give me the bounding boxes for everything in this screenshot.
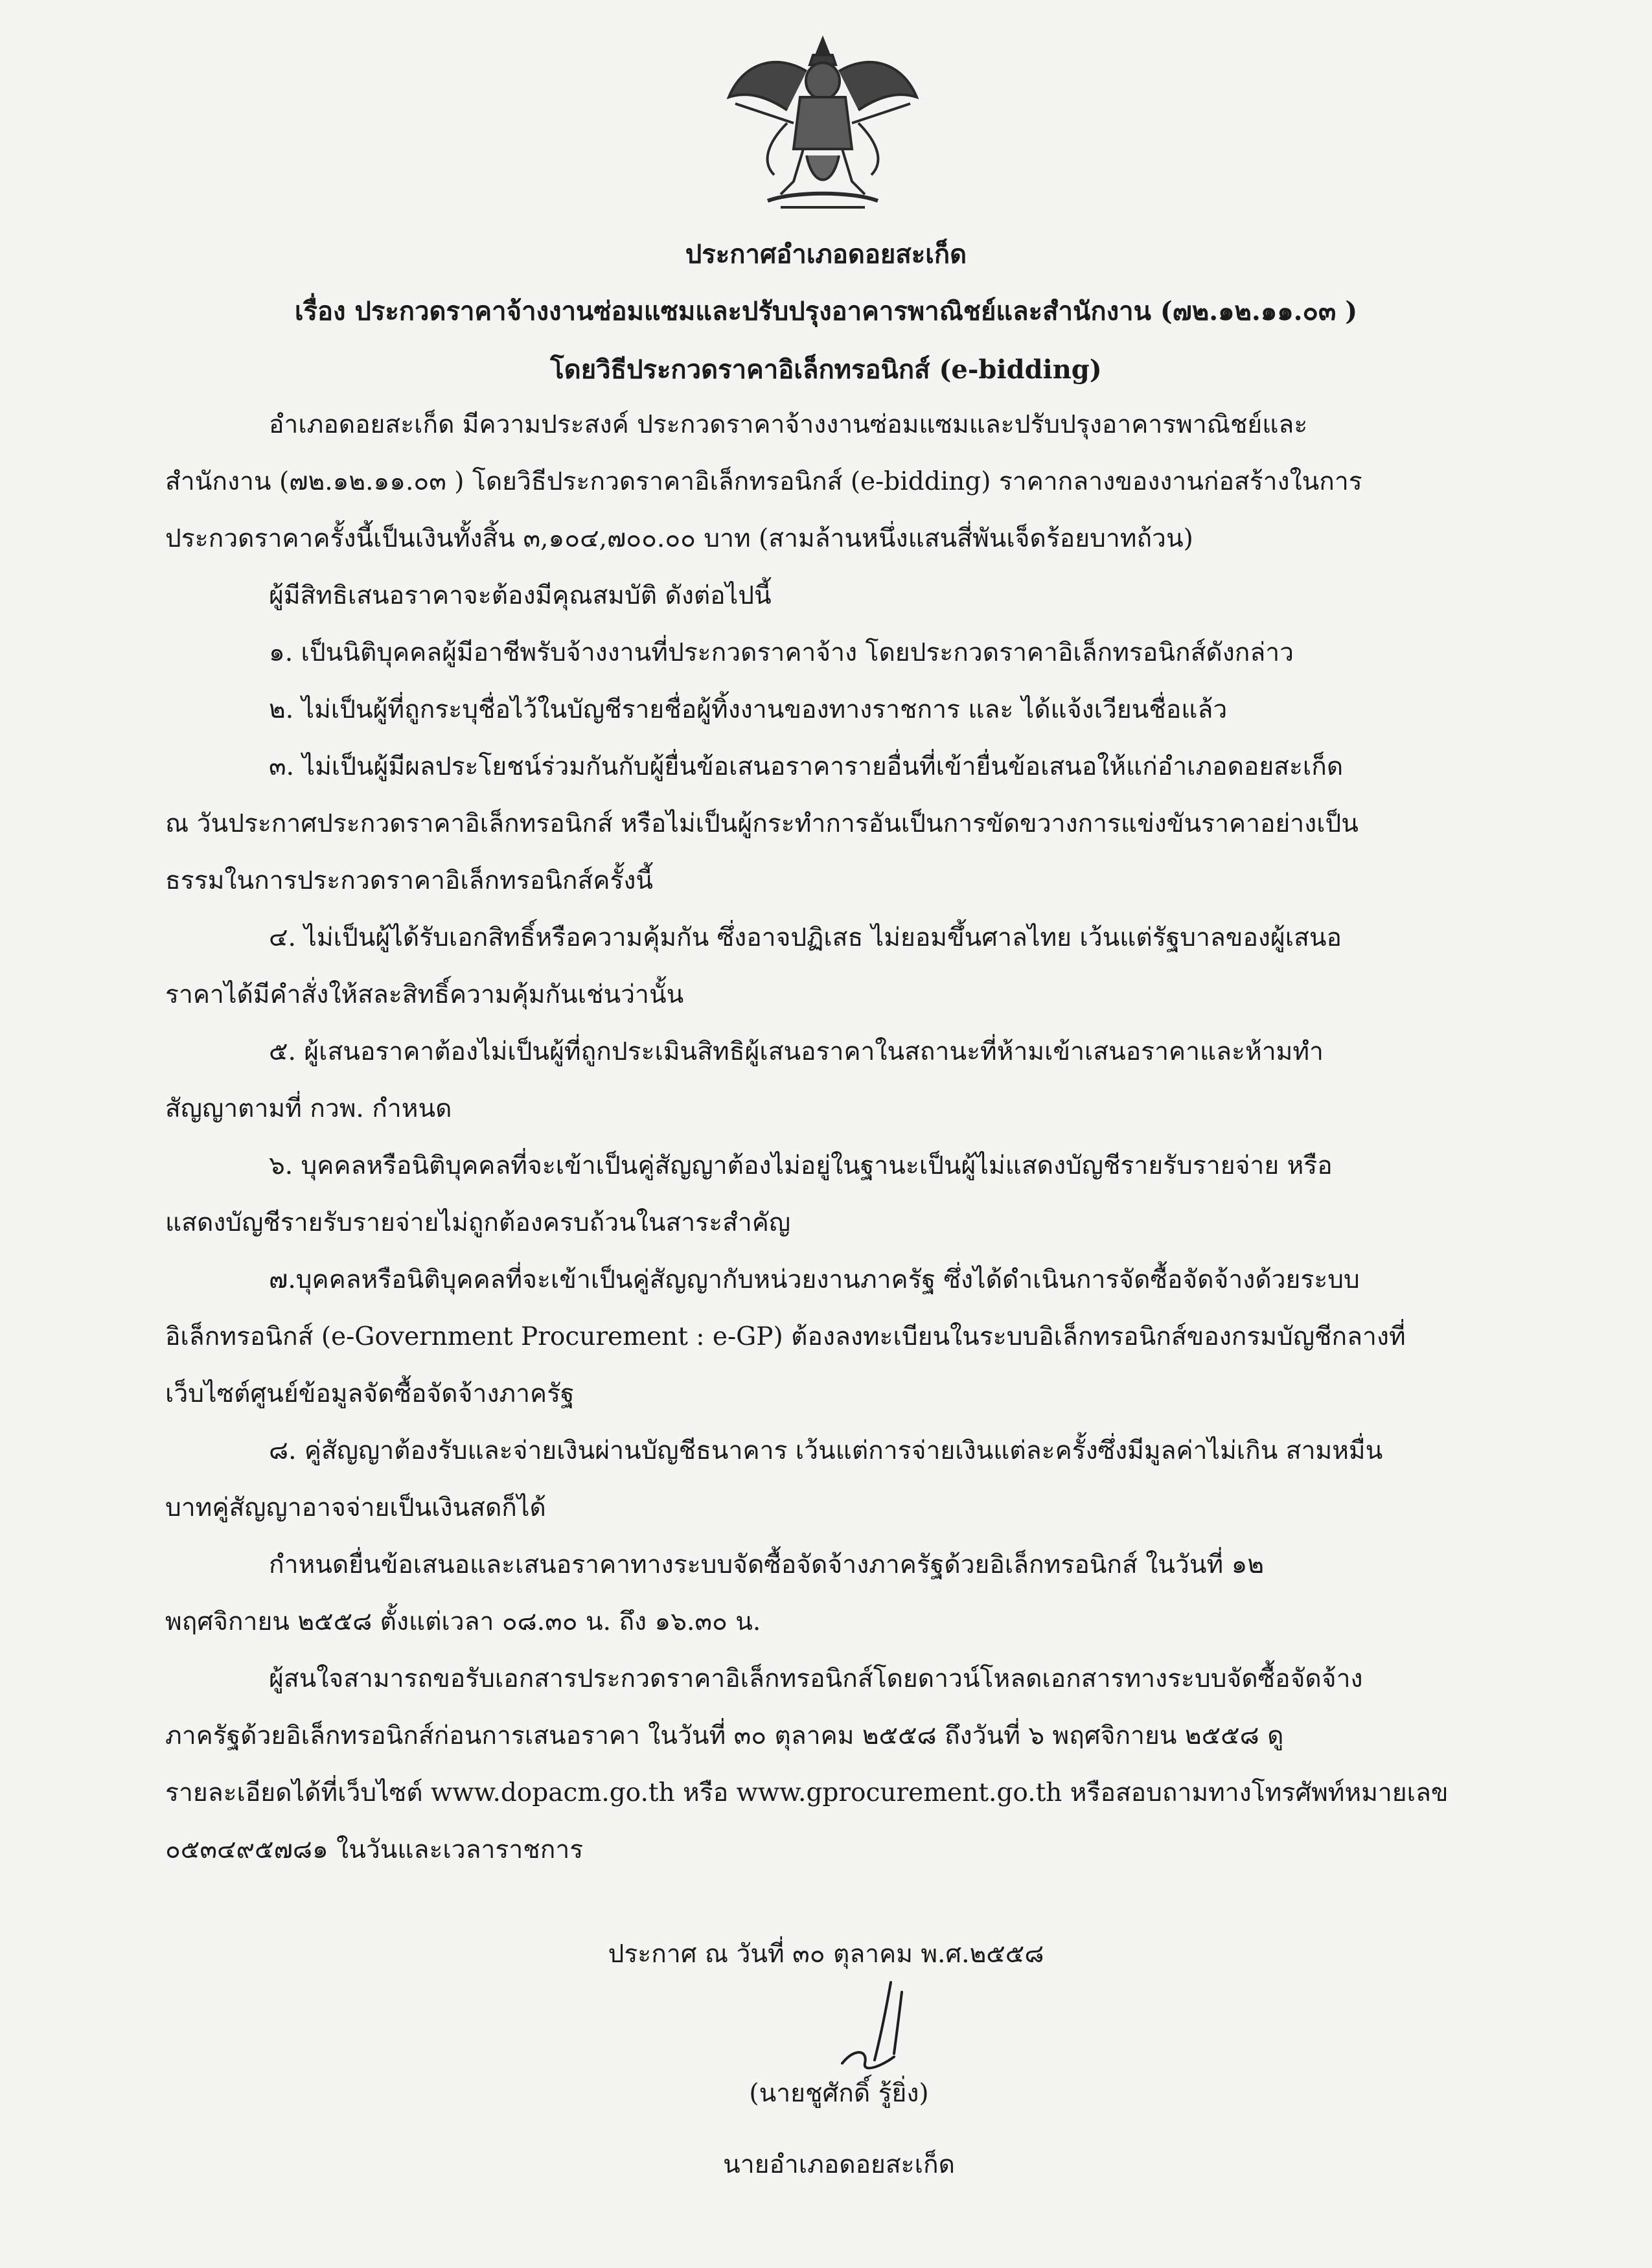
qualification-7-line-2: อิเล็กทรอนิกส์ (e-Government Procurement : e-GP) ต้องลงทะเบียนในระบบอิเล็กทรอนิกส์ของกรมบัญชีกลางที่	[165, 1322, 1406, 1351]
qualification-8-line-2: บาทคู่สัญญาอาจจ่ายเป็นเงินสดก็ได้	[165, 1493, 546, 1522]
qualification-1: ๑. เป็นนิติบุคคลผู้มีอาชีพรับจ้างงานที่ประกวดราคาจ้าง โดยประกวดราคาอิเล็กทรอนิกส์ดังกล่าว	[269, 638, 1294, 667]
qualification-3-line-2: ณ วันประกาศประกวดราคาอิเล็กทรอนิกส์ หรือไม่เป็นผู้กระทำการอันเป็นการขัดขวางการแข่งขันราคาอย่างเป็น	[165, 809, 1359, 838]
deadline-line-2: พฤศจิกายน ๒๕๕๘ ตั้งแต่เวลา ๐๘.๓๐ น. ถึง ๑๖.๓๐ น.	[165, 1607, 761, 1636]
announce-date: ประกาศ ณ วันที่ ๓๐ ตุลาคม พ.ศ.๒๕๕๘	[608, 1940, 1044, 1969]
qualification-7-line-3: เว็บไซต์ศูนย์ข้อมูลจัดซื้อจัดจ้างภาครัฐ	[165, 1379, 575, 1408]
qualification-intro: ผู้มีสิทธิเสนอราคาจะต้องมีคุณสมบัติ ดังต่อไปนี้	[269, 581, 772, 610]
qualification-4-line-2: ราคาได้มีคำสั่งให้สละสิทธิ์ความคุ้มกันเช่นว่านั้น	[165, 980, 684, 1009]
qualification-4-line-1: ๔. ไม่เป็นผู้ได้รับเอกสิทธิ์หรือความคุ้มกัน ซึ่งอาจปฏิเสธ ไม่ยอมขึ้นศาลไทย เว้นแต่รัฐบาลของผู้เสนอ	[269, 923, 1342, 952]
signer-name: (นายชูศักดิ์ รู้ยิ่ง)	[749, 2079, 929, 2108]
subject-line-1: เรื่อง ประกวดราคาจ้างงานซ่อมแซมและปรับปรุงอาคารพาณิชย์และสำนักงาน (๗๒.๑๒.๑๑.๐๓ )	[294, 296, 1358, 326]
signer-title: นายอำเภอดอยสะเก็ด	[723, 2150, 955, 2179]
qualification-5-line-2: สัญญาตามที่ กวพ. กำหนด	[165, 1094, 452, 1123]
qualification-6-line-1: ๖. บุคคลหรือนิติบุคคลที่จะเข้าเป็นคู่สัญญาต้องไม่อยู่ในฐานะเป็นผู้ไม่แสดงบัญชีรายรับรายจ่าย หรือ	[269, 1151, 1333, 1180]
subject-line-2: โดยวิธีประกวดราคาอิเล็กทรอนิกส์ (e-bidding)	[550, 354, 1102, 385]
documents-line-1: ผู้สนใจสามารถขอรับเอกสารประกวดราคาอิเล็กทรอนิกส์โดยดาวน์โหลดเอกสารทางระบบจัดซื้อจัดจ้าง	[269, 1664, 1363, 1693]
qualification-3-line-1: ๓. ไม่เป็นผู้มีผลประโยชน์ร่วมกันกับผู้ยื่นข้อเสนอราคารายอื่นที่เข้ายื่นข้อเสนอให้แก่อำเภอดอยสะเก็ด	[269, 752, 1344, 781]
qualification-7-line-1: ๗.บุคคลหรือนิติบุคคลที่จะเข้าเป็นคู่สัญญากับหน่วยงานภาครัฐ ซึ่งได้ดำเนินการจัดซื้อจัดจ้างด้วยระบบ	[269, 1265, 1360, 1294]
documents-line-2: ภาครัฐด้วยอิเล็กทรอนิกส์ก่อนการเสนอราคา ในวันที่ ๓๐ ตุลาคม ๒๕๕๘ ถึงวันที่ ๖ พฤศจิกายน ๒๕๕๘ ดู	[165, 1721, 1284, 1750]
intro-line-2: สำนักงาน (๗๒.๑๒.๑๑.๐๓ ) โดยวิธีประกวดราคาอิเล็กทรอนิกส์ (e-bidding) ราคากลางของงานก่อสร้างในการ	[165, 467, 1362, 496]
qualification-6-line-2: แสดงบัญชีรายรับรายจ่ายไม่ถูกต้องครบถ้วนในสาระสำคัญ	[165, 1208, 791, 1237]
documents-line-3: รายละเอียดได้ที่เว็บไซต์ www.dopacm.go.th หรือ www.gprocurement.go.th หรือสอบถามทางโทรศัพท์หมายเลข	[165, 1778, 1449, 1807]
qualification-5-line-1: ๕. ผู้เสนอราคาต้องไม่เป็นผู้ที่ถูกประเมินสิทธิผู้เสนอราคาในสถานะที่ห้ามเข้าเสนอราคาและห้ามทำ	[269, 1037, 1324, 1066]
intro-line-1: อำเภอดอยสะเก็ด มีความประสงค์ ประกวดราคาจ้างงานซ่อมแซมและปรับปรุงอาคารพาณิชย์และ	[269, 410, 1308, 439]
qualification-8-line-1: ๘. คู่สัญญาต้องรับและจ่ายเงินผ่านบัญชีธนาคาร เว้นแต่การจ่ายเงินแต่ละครั้งซึ่งมีมูลค่าไม่เกิน สามหมื่น	[269, 1436, 1383, 1465]
garuda-emblem-icon	[716, 26, 930, 220]
intro-line-3: ประกวดราคาครั้งนี้เป็นเงินทั้งสิ้น ๓,๑๐๔,๗๐๐.๐๐ บาท (สามล้านหนึ่งแสนสี่พันเจ็ดร้อยบาทถ้วน)	[165, 524, 1193, 553]
deadline-line-1: กำหนดยื่นข้อเสนอและเสนอราคาทางระบบจัดซื้อจัดจ้างภาครัฐด้วยอิเล็กทรอนิกส์ ในวันที่ ๑๒	[269, 1550, 1265, 1579]
document-title: ประกาศอำเภอดอยสะเก็ด	[685, 239, 967, 269]
documents-line-4: ๐๕๓๔๙๕๗๘๑ ในวันและเวลาราชการ	[165, 1835, 584, 1864]
handwritten-signature-icon	[829, 1969, 959, 2079]
qualification-2: ๒. ไม่เป็นผู้ที่ถูกระบุชื่อไว้ในบัญชีรายชื่อผู้ทิ้งงานของทางราชการ และ ได้แจ้งเวียนชื่อแล้ว	[269, 695, 1228, 724]
document-body	[165, 396, 1487, 1879]
qualification-3-line-3: ธรรมในการประกวดราคาอิเล็กทรอนิกส์ครั้งนี้	[165, 866, 654, 895]
